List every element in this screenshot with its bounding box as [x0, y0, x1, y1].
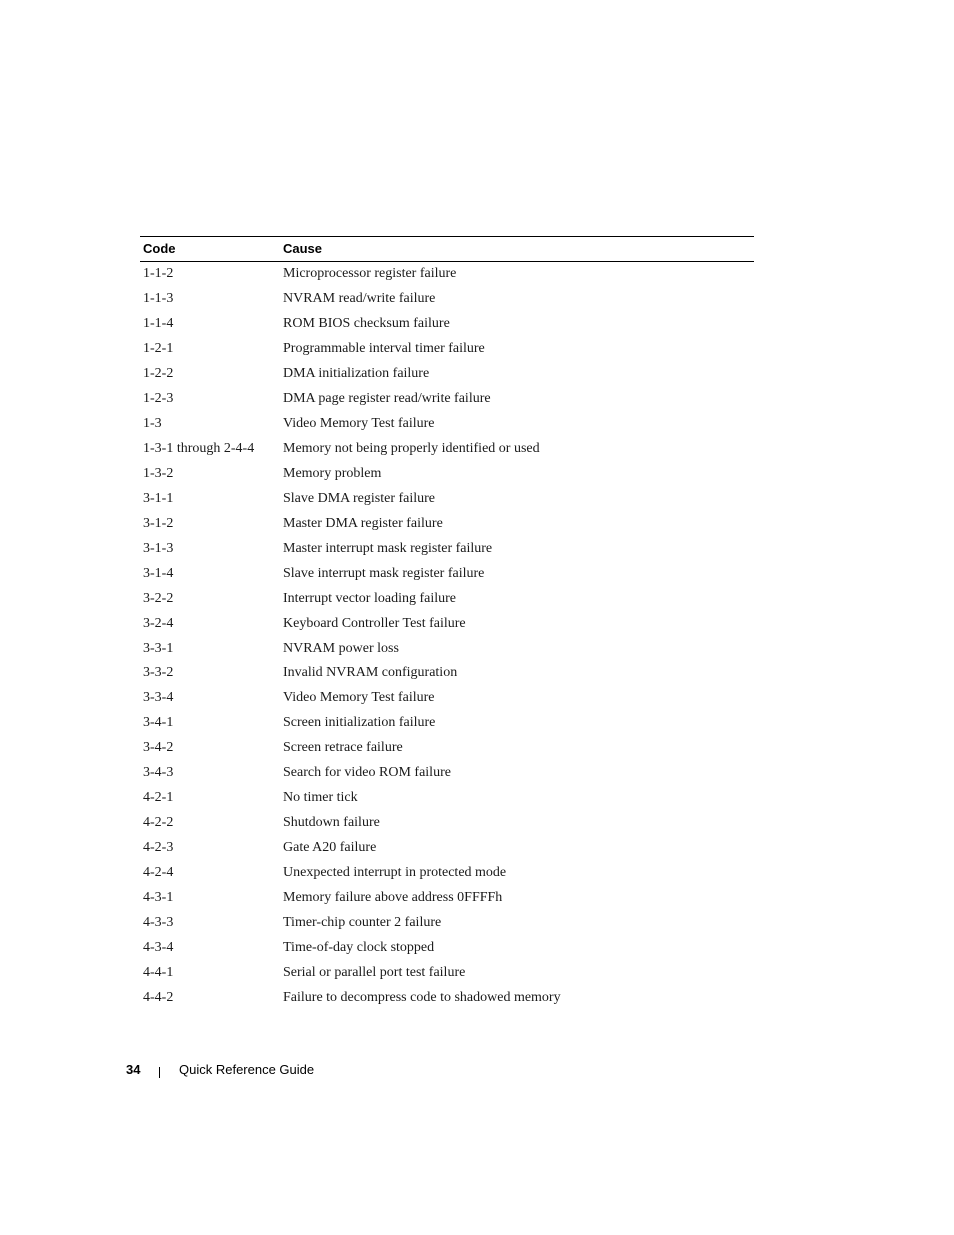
- cell-code: 4-4-1: [143, 964, 174, 980]
- table-row: [140, 910, 754, 935]
- cell-code: 3-2-4: [143, 615, 174, 631]
- cell-cause: Timer-chip counter 2 failure: [283, 914, 442, 930]
- table-row: [140, 836, 754, 861]
- cell-code: 1-3-2: [143, 465, 174, 481]
- table-row: [140, 935, 754, 960]
- cell-cause: Search for video ROM failure: [283, 765, 451, 781]
- table-row: [140, 885, 754, 910]
- cell-cause: NVRAM power loss: [283, 640, 399, 656]
- cell-code: 3-4-3: [143, 765, 174, 781]
- cell-cause: Unexpected interrupt in protected mode: [283, 864, 507, 880]
- cell-code: 1-2-3: [143, 391, 174, 407]
- cell-code: 3-4-2: [143, 740, 174, 756]
- header-cause: Cause: [280, 237, 754, 262]
- cell-cause: Interrupt vector loading failure: [283, 590, 456, 606]
- cell-code: 3-2-2: [143, 590, 174, 606]
- cell-cause: Gate A20 failure: [283, 840, 377, 856]
- cell-code: 1-3: [143, 416, 162, 432]
- cell-cause: Screen initialization failure: [283, 715, 436, 731]
- cell-cause: Invalid NVRAM configuration: [283, 665, 458, 681]
- table-row: [140, 636, 754, 661]
- cell-cause: NVRAM read/write failure: [283, 291, 436, 307]
- page-footer: [0, 1062, 954, 1080]
- table-row: [140, 536, 754, 561]
- cell-cause: Microprocessor register failure: [283, 266, 457, 282]
- table-row: [140, 686, 754, 711]
- cell-cause: Memory failure above address 0FFFFh: [283, 889, 503, 905]
- page-number: 34: [126, 1062, 141, 1077]
- table-row: [140, 736, 754, 761]
- cell-cause: DMA page register read/write failure: [283, 391, 491, 407]
- cell-code: 1-2-2: [143, 366, 174, 382]
- cell-code: 3-1-1: [143, 490, 174, 506]
- table-row: [140, 861, 754, 886]
- cell-cause: Screen retrace failure: [283, 740, 403, 756]
- cell-code: 3-1-2: [143, 515, 174, 531]
- cell-cause: Keyboard Controller Test failure: [283, 615, 466, 631]
- cell-cause: Shutdown failure: [283, 815, 380, 831]
- table-row: [140, 511, 754, 536]
- cell-code: 4-3-4: [143, 939, 174, 955]
- cell-code: 3-1-3: [143, 540, 174, 556]
- table-body: [140, 262, 754, 1011]
- table-row: [140, 312, 754, 337]
- table-row: [140, 960, 754, 985]
- table-row: [140, 661, 754, 686]
- table-row: [140, 561, 754, 586]
- table-row: [140, 362, 754, 387]
- cell-code: 4-2-1: [143, 790, 174, 806]
- cell-cause: DMA initialization failure: [283, 366, 430, 382]
- table-row: [140, 586, 754, 611]
- table-row: [140, 337, 754, 362]
- table-row: [140, 786, 754, 811]
- cell-cause: Time-of-day clock stopped: [283, 939, 435, 955]
- cell-cause: Serial or parallel port test failure: [283, 964, 466, 980]
- cell-cause: Programmable interval timer failure: [283, 341, 485, 357]
- cell-cause: Failure to decompress code to shadowed memory: [283, 989, 561, 1005]
- cell-code: 3-3-2: [143, 665, 174, 681]
- table-header: [140, 237, 754, 262]
- cell-code: 4-2-4: [143, 864, 174, 880]
- table-row: [140, 462, 754, 487]
- cell-code: 1-1-4: [143, 316, 174, 332]
- cell-cause: No timer tick: [283, 790, 358, 806]
- cell-cause: Slave DMA register failure: [283, 490, 436, 506]
- footer-title: Quick Reference Guide: [179, 1062, 315, 1077]
- cell-code: 1-1-3: [143, 291, 174, 307]
- beep-code-table: [140, 236, 754, 1010]
- table-row: [140, 761, 754, 786]
- cell-code: 3-1-4: [143, 565, 174, 581]
- table-header-row: [140, 237, 754, 262]
- cell-cause: Master interrupt mask register failure: [283, 540, 493, 556]
- cell-cause: ROM BIOS checksum failure: [283, 316, 450, 332]
- table-row: [140, 287, 754, 312]
- cell-code: 3-4-1: [143, 715, 174, 731]
- cell-code: 1-3-1 through 2-4-4: [143, 441, 255, 457]
- cell-code: 4-2-2: [143, 815, 174, 831]
- cell-code: 3-3-4: [143, 690, 174, 706]
- cell-cause: Master DMA register failure: [283, 515, 443, 531]
- header-code: Code: [140, 237, 280, 262]
- cell-code: 4-2-3: [143, 840, 174, 856]
- cell-cause: Slave interrupt mask register failure: [283, 565, 485, 581]
- table-row: [140, 262, 754, 287]
- cell-code: 1-1-2: [143, 266, 174, 282]
- table-row: [140, 412, 754, 437]
- cell-code: 1-2-1: [143, 341, 174, 357]
- cell-code: 4-4-2: [143, 989, 174, 1005]
- table-row: [140, 811, 754, 836]
- cell-cause: Video Memory Test failure: [283, 416, 435, 432]
- table-row: [140, 437, 754, 462]
- table-row: [140, 711, 754, 736]
- table-row: [140, 486, 754, 511]
- table-row: [140, 985, 754, 1010]
- cell-cause: Video Memory Test failure: [283, 690, 435, 706]
- table-row: [140, 611, 754, 636]
- cell-code: 4-3-3: [143, 914, 174, 930]
- cell-code: 3-3-1: [143, 640, 174, 656]
- cell-cause: Memory problem: [283, 465, 382, 481]
- cell-code: 4-3-1: [143, 889, 174, 905]
- footer-divider: [159, 1067, 160, 1078]
- table-row: [140, 387, 754, 412]
- cell-cause: Memory not being properly identified or used: [283, 441, 540, 457]
